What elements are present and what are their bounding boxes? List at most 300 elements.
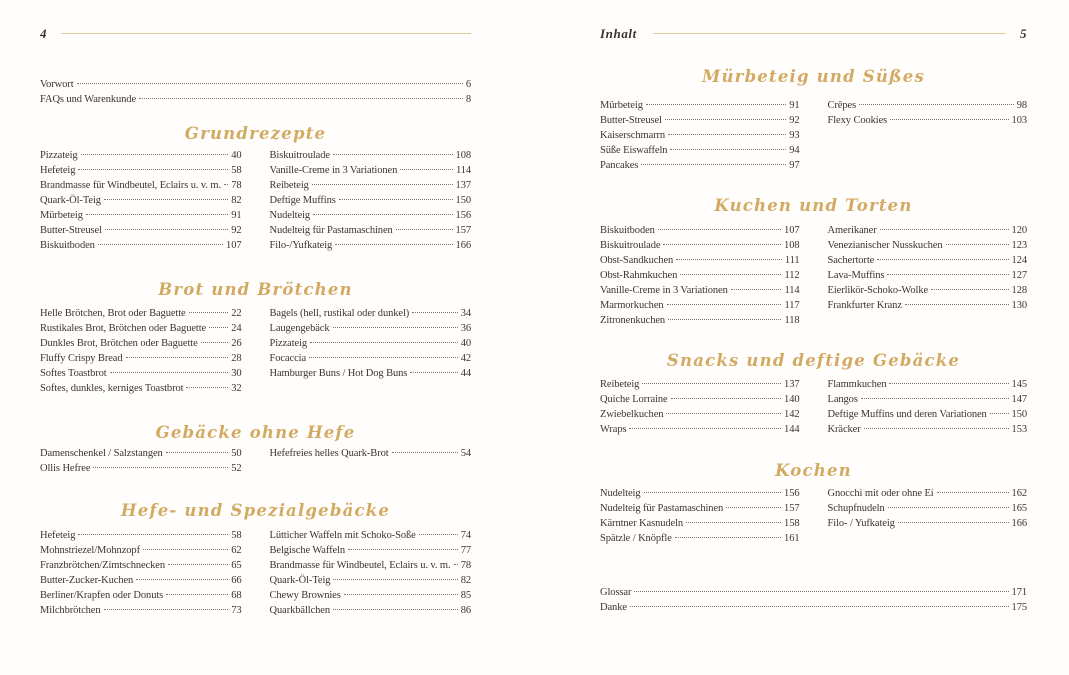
section-title: Kochen [775,461,852,480]
toc-entry-page: 142 [784,409,800,420]
dot-leader [86,214,228,215]
toc-column [40,448,242,478]
section-title: Snacks und deftige Gebäcke [666,351,961,370]
dot-leader [864,428,1009,429]
toc-entry-label: Nudelteig für Pastamaschinen [269,225,393,236]
section-columns [40,448,471,478]
toc-entry [600,315,800,330]
dot-leader [412,312,458,313]
toc-entry-page: 161 [784,533,800,544]
dot-leader [454,564,458,565]
toc-entry [40,308,242,323]
section-columns [40,150,471,255]
dot-leader [642,383,781,384]
dot-leader [675,537,781,538]
toc-entry-label: Zwiebelkuchen [600,409,664,420]
toc-entry [270,308,472,323]
toc-entry [828,300,1028,315]
toc-entry [600,424,800,439]
toc-entry-label: Reibeteig [600,379,640,390]
section-title: Grundrezepte [184,124,327,143]
toc-entry [40,225,242,240]
toc-column [270,308,472,398]
toc-entry-label: Flexy Cookies [827,115,888,126]
toc-entry-label: Focaccia [269,353,307,364]
toc-entry [828,409,1028,424]
toc-entry-page: 153 [1011,424,1027,435]
toc-entry-label: Deftige Muffins und deren Variationen [827,409,987,420]
toc-entry-label: Franzbrötchen/Zimtschnecken [40,560,166,571]
toc-entry [600,409,800,424]
toc-entry [270,368,472,383]
dot-leader [396,229,453,230]
toc-entry-label: Gnocchi mit oder ohne Ei [827,488,934,499]
toc-entry-label: Deftige Muffins [269,195,336,206]
toc-entry-label: Helle Brötchen, Brot oder Baguette [40,308,186,319]
toc-entry [828,379,1028,394]
toc-column [828,225,1028,330]
toc-entry [828,240,1028,255]
toc-entry-label: Damenschenkel / Salzstangen [40,448,163,459]
toc-entry [40,575,242,590]
toc-entry-label: Butter-Streusel [600,115,662,126]
toc-entry [40,353,242,368]
toc-column [600,379,800,439]
toc-entry-page: 8 [465,94,471,105]
dot-leader [889,383,1008,384]
toc-entry-label: Obst-Rahmkuchen [600,270,678,281]
toc-entry-page: 145 [1011,379,1027,390]
dot-leader [859,104,1014,105]
toc-entry-label: Fluffy Crispy Bread [40,353,123,364]
toc-entry [600,300,800,315]
toc-entry-page: 34 [460,308,471,319]
toc-entry-page: 162 [1011,488,1027,499]
toc-entry-label: Rustikales Brot, Brötchen oder Baguette [40,323,207,334]
toc-entry [40,545,242,560]
dot-leader [680,274,781,275]
toc-entry-label: Mürbeteig [40,210,83,221]
dot-leader [136,579,228,580]
toc-entry [600,160,800,175]
toc-entry [40,530,242,545]
toc-entry-page: 6 [465,79,471,90]
toc-entry-label: Butter-Zucker-Kuchen [40,575,134,586]
toc-section [40,500,471,620]
section-columns [600,379,1027,439]
toc-entry [270,545,472,560]
toc-entry-page: 85 [460,590,471,601]
toc-entry-label: Nudelteig [600,488,641,499]
toc-entry-page: 140 [784,394,800,405]
toc-entry [828,503,1028,518]
section-columns [40,530,471,620]
toc-entry-page: 114 [784,285,800,296]
section-title: Mürbeteig und Süßes [702,67,925,86]
dot-leader [93,467,228,468]
dot-leader [201,342,229,343]
toc-entry-label: Flammkuchen [827,379,887,390]
toc-entry [270,560,472,575]
toc-entry-page: 156 [784,488,800,499]
toc-entry-label: Brandmasse für Windbeutel, Eclairs u. v. m. [269,560,451,571]
toc-section [40,422,471,478]
toc-entry [40,240,242,255]
toc-entry-label: Brandmasse für Windbeutel, Eclairs u. v. m. [40,180,222,191]
toc-entry-page: 94 [789,145,800,156]
toc-sections-right [600,66,1027,548]
toc-entry-page: 98 [1016,100,1027,111]
toc-column [40,530,242,620]
dot-leader [333,609,458,610]
toc-column [270,448,472,478]
dot-leader [931,289,1008,290]
toc-entry-page: 66 [231,575,242,586]
toc-entry [270,590,472,605]
toc-column [600,100,800,175]
toc-entry [600,100,800,115]
dot-leader [668,319,781,320]
toc-entry-label: Bagels (hell, rustikal oder dunkel) [269,308,410,319]
toc-entry-label: Vanille-Creme in 3 Variationen [600,285,728,296]
toc-entry-label: Hefefreies helles Quark-Brot [269,448,389,459]
toc-entry-label: Dunkles Brot, Brötchen oder Baguette [40,338,198,349]
toc-entry-page: 107 [226,240,242,251]
toc-entry [600,240,800,255]
toc-entry-page: 22 [231,308,242,319]
toc-entry-label: Spätzle / Knöpfle [600,533,672,544]
toc-entry [270,448,472,463]
toc-entry-page: 32 [231,383,242,394]
dot-leader [666,413,781,414]
dot-leader [139,98,463,99]
toc-entry [40,338,242,353]
toc-entry-label: Filo-/Yufkateig [269,240,333,251]
dot-leader [898,522,1009,523]
dot-leader [668,134,786,135]
dot-leader [335,244,452,245]
toc-entry [270,605,472,620]
toc-entry-page: 42 [460,353,471,364]
toc-entry-page: 36 [460,323,471,334]
toc-entry [600,602,1027,617]
dot-leader [880,229,1009,230]
toc-entry-page: 93 [789,130,800,141]
toc-column [600,225,800,330]
toc-entry [40,180,242,195]
toc-entry-page: 117 [784,300,800,311]
toc-column [600,488,800,548]
dot-leader [392,452,458,453]
toc-entry-page: 127 [1011,270,1027,281]
section-columns [600,225,1027,330]
toc-entry-label: Kräcker [827,424,861,435]
toc-entry-label: Softes Toastbrot [40,368,107,379]
toc-entry [40,323,242,338]
toc-section [600,195,1027,330]
toc-outro-entries [600,587,1027,617]
toc-entry-label: Crêpes [827,100,857,111]
toc-entry [270,180,472,195]
dot-leader [887,274,1008,275]
section-title: Hefe- und Spezialgebäcke [120,501,391,520]
toc-entry-label: FAQs und Warenkunde [40,94,137,105]
toc-entry-page: 40 [460,338,471,349]
toc-entry-page: 171 [1011,587,1027,598]
toc-entry-label: Mürbeteig [600,100,643,111]
dot-leader [665,119,786,120]
toc-entry-page: 86 [460,605,471,616]
page-left-header [40,26,471,41]
dot-leader [312,184,453,185]
toc-entry [828,100,1028,115]
toc-entry-label: Marmorkuchen [600,300,664,311]
dot-leader [731,289,782,290]
toc-entry-page: 175 [1011,602,1027,613]
toc-entry-page: 111 [784,255,800,266]
dot-leader [104,199,228,200]
toc-entry [600,488,800,503]
toc-section [600,66,1027,175]
toc-entry [600,518,800,533]
dot-leader [105,229,228,230]
toc-entry [600,394,800,409]
toc-entry-label: Nudelteig für Pastamaschinen [600,503,724,514]
dot-leader [410,372,457,373]
toc-entry-label: Eierlikör-Schoko-Wolke [827,285,929,296]
dot-leader [646,104,786,105]
toc-entry-label: Mohnstriezel/Mohnzopf [40,545,140,556]
toc-entry-label: Pancakes [600,160,639,171]
toc-entry [828,255,1028,270]
toc-entry [828,394,1028,409]
dot-leader [676,259,782,260]
toc-entry-page: 120 [1011,225,1027,236]
toc-entry-page: 108 [455,150,471,161]
toc-entry-label: Butter-Streusel [40,225,102,236]
toc-entry [40,94,471,109]
toc-entry-page: 156 [455,210,471,221]
toc-entry-label: Pizzateig [269,338,308,349]
toc-entry [40,463,242,478]
dot-leader [104,609,229,610]
dot-leader [630,606,1009,607]
toc-entry-label: Lava-Muffins [827,270,885,281]
toc-column [828,100,1028,175]
toc-entry-label: Nudelteig [269,210,311,221]
toc-entry [828,115,1028,130]
toc-sections-left [40,123,471,620]
toc-entry-page: 54 [460,448,471,459]
toc-entry-page: 91 [789,100,800,111]
toc-entry-page: 158 [784,518,800,529]
toc-entry-page: 114 [455,165,471,176]
toc-section [40,123,471,255]
toc-entry-page: 77 [460,545,471,556]
toc-entry [600,285,800,300]
section-columns [600,100,1027,175]
toc-entry-label: Hefeteig [40,530,76,541]
toc-entry-page: 58 [231,530,242,541]
toc-entry-label: Reibeteig [269,180,309,191]
dot-leader [686,522,781,523]
toc-entry-page: 157 [455,225,471,236]
dot-leader [313,214,453,215]
toc-column [828,488,1028,548]
toc-entry [270,195,472,210]
toc-entry-page: 103 [1011,115,1027,126]
dot-leader [189,312,229,313]
dot-leader [670,149,786,150]
toc-entry-label: Schupfnudeln [827,503,885,514]
toc-entry-label: Berliner/Krapfen oder Donuts [40,590,164,601]
toc-entry-page: 68 [231,590,242,601]
toc-column [270,530,472,620]
dot-leader [166,594,228,595]
section-columns [600,488,1027,548]
toc-entry-label: Kaiserschmarrn [600,130,666,141]
dot-leader [224,184,228,185]
toc-entry [600,225,800,240]
toc-entry [600,587,1027,602]
toc-entry-label: Langos [827,394,858,405]
toc-entry-page: 130 [1011,300,1027,311]
toc-entry [828,285,1028,300]
toc-entry-page: 78 [460,560,471,571]
toc-entry [600,145,800,160]
dot-leader [877,259,1008,260]
dot-leader [309,357,458,358]
header-rule-right [653,33,1006,34]
toc-entry-label: Quiche Lorraine [600,394,668,405]
toc-entry [270,575,472,590]
toc-entry-label: Venezianischer Nusskuchen [827,240,943,251]
dot-leader [905,304,1009,305]
toc-entry [270,240,472,255]
toc-entry-page: 150 [1011,409,1027,420]
toc-column [40,150,242,255]
dot-leader [81,154,229,155]
toc-entry-label: Süße Eiswaffeln [600,145,668,156]
toc-entry [270,165,472,180]
toc-entry-page: 92 [789,115,800,126]
toc-entry [270,353,472,368]
toc-entry-page: 108 [784,240,800,251]
toc-entry-label: Frankfurter Kranz [827,300,902,311]
toc-entry-label: Vorwort [40,79,74,90]
toc-entry [270,323,472,338]
dot-leader [339,199,453,200]
toc-entry-label: Amerikaner [827,225,877,236]
section-title: Gebäcke ohne Hefe [155,423,356,442]
dot-leader [641,164,786,165]
toc-entry-page: 124 [1011,255,1027,266]
toc-entry-page: 128 [1011,285,1027,296]
toc-entry-page: 107 [784,225,800,236]
page-right-header [600,26,1027,41]
dot-leader [310,342,458,343]
toc-entry-page: 30 [231,368,242,379]
toc-entry-page: 118 [784,315,800,326]
section-title: Brot und Brötchen [158,280,353,299]
dot-leader [726,507,781,508]
toc-entry-label: Hamburger Buns / Hot Dog Buns [269,368,408,379]
toc-entry-label: Sachertorte [827,255,875,266]
toc-entry-label: Hefeteig [40,165,76,176]
dot-leader [400,169,453,170]
toc-entry-page: 65 [231,560,242,571]
toc-entry-label: Quark-Öl-Teig [40,195,101,206]
toc-entry [40,605,242,620]
toc-entry-label: Biskuitroulade [269,150,330,161]
toc-entry [600,255,800,270]
toc-entry-label: Softes, dunkles, kerniges Toastbrot [40,383,184,394]
toc-entry-page: 73 [231,605,242,616]
dot-leader [344,594,458,595]
toc-entry-page: 157 [784,503,800,514]
toc-entry-page: 52 [231,463,242,474]
toc-entry [600,379,800,394]
toc-entry-page: 165 [1011,503,1027,514]
toc-entry [40,590,242,605]
toc-entry-page: 82 [231,195,242,206]
dot-leader [861,398,1009,399]
toc-entry-label: Laugengebäck [269,323,330,334]
dot-leader [348,549,458,550]
toc-entry-page: 166 [455,240,471,251]
toc-entry [40,448,242,463]
toc-entry-page: 24 [231,323,242,334]
toc-entry [600,270,800,285]
toc-entry [270,150,472,165]
toc-entry-page: 144 [784,424,800,435]
toc-entry [40,560,242,575]
toc-section [600,350,1027,439]
dot-leader [126,357,229,358]
dot-leader [333,327,458,328]
toc-entry [270,210,472,225]
dot-leader [890,119,1008,120]
dot-leader [888,507,1009,508]
toc-entry-page: 62 [231,545,242,556]
toc-entry [40,368,242,383]
toc-entry-page: 166 [1011,518,1027,529]
toc-entry [270,338,472,353]
toc-entry [600,115,800,130]
toc-column [270,150,472,255]
dot-leader [644,492,782,493]
toc-entry [828,488,1028,503]
dot-leader [667,304,782,305]
toc-header-title: Inhalt [600,25,637,41]
toc-entry [40,210,242,225]
toc-entry-label: Ollis Hefree [40,463,91,474]
toc-entry-label: Pizzateig [40,150,78,161]
dot-leader [946,244,1009,245]
dot-leader [629,428,781,429]
toc-entry [828,518,1028,533]
dot-leader [209,327,228,328]
page-number-left: 4 [40,25,47,41]
toc-entry-label: Biskuitboden [600,225,655,236]
toc-section [40,279,471,398]
toc-entry-page: 28 [231,353,242,364]
toc-section [600,460,1027,548]
toc-entry-page: 97 [789,160,800,171]
dot-leader [658,229,781,230]
toc-entry-page: 58 [231,165,242,176]
toc-entry-label: Filo- / Yufkateig [827,518,895,529]
